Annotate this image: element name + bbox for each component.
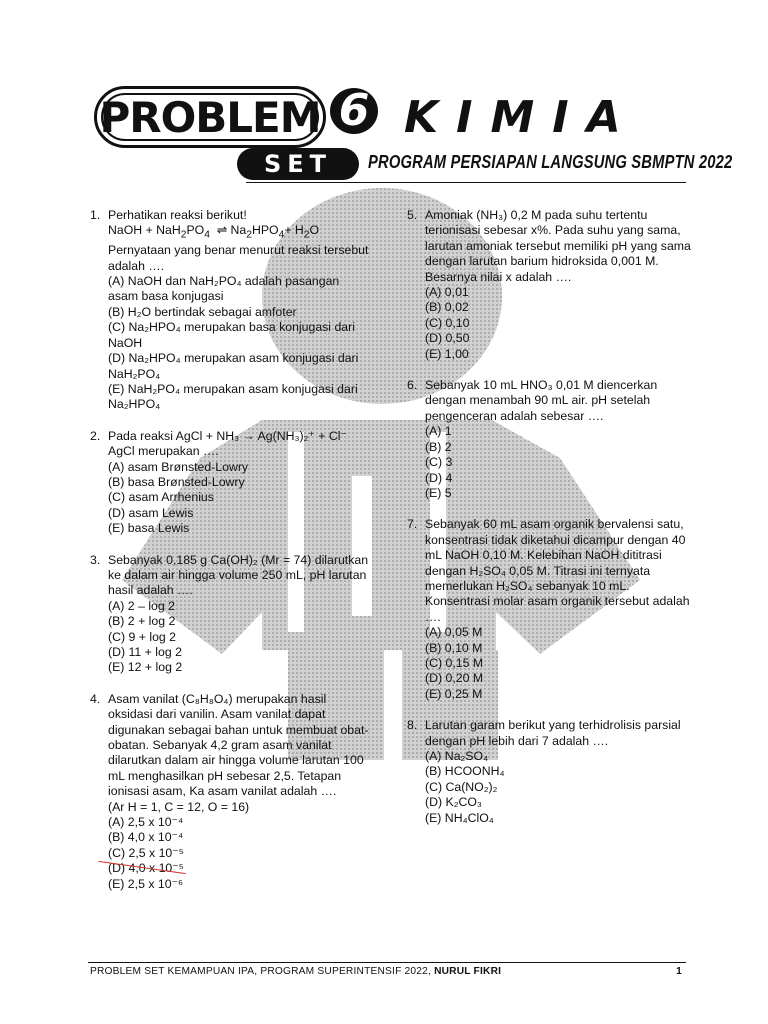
option-c[interactable]: (C) asam Arrhenius <box>108 490 214 505</box>
question-text: Sebanyak 60 mL asam organik bervalensi satu, konsentrasi tidak diketahui dicampur dengan 40 mL NaOH 0,10 M. Kelebihan NaOH dititrasi dengan H₂SO₄ 0,05 M. Titrasi ini ternyata memerlukan H₂SO₄ sebanyak 10 mL. Konsentrasi molar asam organik tersebut adalah …. <box>425 517 690 624</box>
question-number: 4. <box>90 691 101 706</box>
option-b[interactable]: (B) 2 + log 2 <box>108 614 176 629</box>
subject-title: KIMIA <box>404 92 639 143</box>
question-text: Larutan garam berikut yang terhidrolisis parsial dengan pH lebih dari 7 adalah …. <box>425 718 681 748</box>
question-text: Asam vanilat (C₈H₈O₄) merupakan hasil oksidasi dari vanilin. Asam vanilat dapat digunakan sebagai bahan untuk membuat obat-obatan. Sebanyak 4,2 gram asam vanilat dilarutkan dalam air hingga volume larutan 100 mL menghasilkan pH sebesar 2,5. Tetapan ionisasi asam, Ka asam vanilat adalah …. <box>108 691 369 799</box>
right-column <box>407 208 697 842</box>
option-d[interactable]: (D) asam Lewis <box>108 505 194 520</box>
option-c[interactable]: (C) 3 <box>425 455 453 470</box>
option-b[interactable]: (B) 4,0 x 10⁻⁴ <box>108 830 184 845</box>
option-c[interactable]: (C) Ca(NO₂)₂ <box>425 779 498 794</box>
question-number: 5. <box>407 208 418 222</box>
question-text: Amoniak (NH₃) 0,2 M pada suhu tertentu terionisasi sebesar x%. Pada suhu yang sama, larutan amoniak tersebut memiliki pH yang sama dengan larutan barium hidroksida 0,001 M. Besarnya nilai x adalah …. <box>425 208 691 284</box>
question-text: AgCl merupakan …. <box>108 444 219 459</box>
logo-number: 6 <box>330 88 378 134</box>
reaction-equation: NaOH + $NaH_2PO_4$ ⇌ $Na_2HPO_4+ H_2O$ <box>108 223 320 241</box>
option-b[interactable]: (B) 2 <box>425 439 452 454</box>
option-a[interactable]: (A) 2 – log 2 <box>108 598 175 613</box>
option-e[interactable]: (E) NaH₂PO₄ merupakan asam konjugasi dari Na₂HPO₄ <box>108 381 358 412</box>
question-text: Pernyataan yang benar menurut reaksi tersebut adalah …. <box>108 243 369 273</box>
option-e[interactable]: (E) 0,25 M <box>425 686 483 701</box>
question-text: Perhatikan reaksi berikut! <box>108 208 247 222</box>
page-number: 1 <box>676 966 682 977</box>
option-e[interactable]: (E) 2,5 x 10⁻⁶ <box>108 876 184 891</box>
option-b[interactable]: (B) HCOONH₄ <box>425 764 505 779</box>
atomic-mass-note: (Ar H = 1, C = 12, O = 16) <box>108 799 250 814</box>
header-divider <box>246 182 686 183</box>
question-5 <box>407 208 697 362</box>
option-a[interactable]: (A) 2,5 x 10⁻⁴ <box>108 815 184 830</box>
option-b[interactable]: (B) H₂O bertindak sebagai amfoter <box>108 304 297 319</box>
footer-divider <box>88 962 686 963</box>
option-c[interactable]: (C) 0,10 <box>425 315 470 330</box>
question-2 <box>90 429 372 537</box>
option-d[interactable] <box>108 861 372 876</box>
option-a[interactable]: (A) 0,01 <box>425 285 469 300</box>
problem-logo <box>94 86 326 148</box>
question-number: 2. <box>90 428 101 443</box>
left-column <box>90 208 372 908</box>
question-number: 7. <box>407 517 418 532</box>
option-b[interactable]: (B) basa Brønsted-Lowry <box>108 474 245 489</box>
option-e[interactable]: (E) 12 + log 2 <box>108 660 183 675</box>
option-b[interactable]: (B) 0,02 <box>425 300 469 315</box>
question-4 <box>90 692 372 892</box>
logo-set-text: SET <box>263 150 333 178</box>
question-text: Sebanyak 10 mL HNO₃ 0,01 M diencerkan dengan menambah 90 mL air. pH setelah pengenceran adalah sebesar …. <box>425 378 658 423</box>
option-d[interactable]: (D) Na₂HPO₄ merupakan asam konjugasi dari NaH₂PO₄ <box>108 351 359 381</box>
question-8 <box>407 718 697 826</box>
option-d[interactable]: (D) K₂CO₃ <box>425 795 482 810</box>
option-d[interactable]: (D) 0,20 M <box>425 671 484 686</box>
question-number: 1. <box>90 208 101 222</box>
page-footer <box>90 966 682 977</box>
logo-problem-text: PROBLEM <box>99 93 321 142</box>
question-number: 6. <box>407 378 418 393</box>
option-a[interactable]: (A) NaOH dan NaH₂PO₄ adalah pasangan asam basa konjugasi <box>108 274 340 304</box>
option-a[interactable]: (A) asam Brønsted-Lowry <box>108 459 249 474</box>
option-e[interactable]: (E) 5 <box>425 485 452 500</box>
option-c[interactable]: (C) 0,15 M <box>425 655 484 670</box>
option-e[interactable]: (E) NH₄ClO₄ <box>425 810 494 825</box>
question-6 <box>407 378 697 501</box>
option-d[interactable]: (D) 4 <box>425 470 453 485</box>
option-e[interactable]: (E) 1,00 <box>425 346 469 361</box>
footer-brand: NURUL FIKRI <box>434 966 502 977</box>
footer-text: PROBLEM SET KEMAMPUAN IPA, PROGRAM SUPERINTENSIF 2022, <box>90 966 432 977</box>
question-number: 8. <box>407 718 418 733</box>
question-text: Pada reaksi AgCl + NH₃ → Ag(NH₃)₂⁺ + Cl⁻ <box>108 428 347 443</box>
question-3 <box>90 553 372 676</box>
question-7 <box>407 517 697 702</box>
program-title: PROGRAM PERSIAPAN LANGSUNG SBMPTN 2022 <box>368 152 733 172</box>
option-c[interactable]: (C) 9 + log 2 <box>108 629 177 644</box>
question-text: Sebanyak 0,185 g Ca(OH)₂ (Mr = 74) dilarutkan ke dalam air hingga volume 250 mL, pH larutan hasil adalah …. <box>108 552 369 598</box>
option-a[interactable]: (A) Na₂SO₄ <box>425 749 489 763</box>
set-logo <box>237 148 359 180</box>
option-c[interactable]: (C) 2,5 x 10⁻⁵ <box>108 845 184 860</box>
option-b[interactable]: (B) 0,10 M <box>425 640 483 655</box>
option-d[interactable]: (D) 11 + log 2 <box>108 645 182 660</box>
question-number: 3. <box>90 552 101 567</box>
option-d[interactable]: (D) 0,50 <box>425 331 470 346</box>
question-1 <box>90 208 372 413</box>
option-c[interactable]: (C) Na₂HPO₄ merupakan basa konjugasi dari NaOH <box>108 320 355 350</box>
option-e[interactable]: (E) basa Lewis <box>108 521 190 536</box>
option-a[interactable]: (A) 0,05 M <box>425 625 483 640</box>
option-d-marked: (D) 4,0 x 10⁻⁵ <box>108 861 184 876</box>
option-a[interactable]: (A) 1 <box>425 424 452 439</box>
